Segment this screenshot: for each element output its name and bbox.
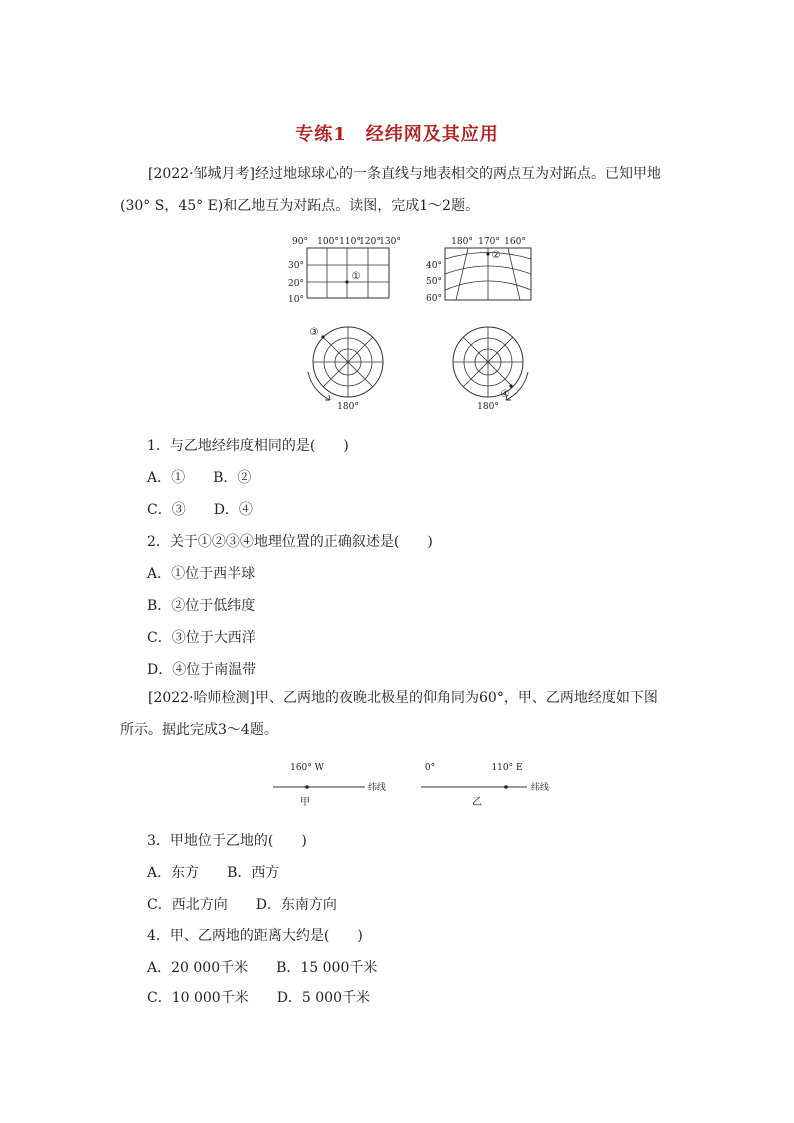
latitude-line-right <box>421 763 549 808</box>
grid-left-side-label: 20° <box>288 279 304 289</box>
intro-2-line-1: [2022·哈师检测]甲、乙两地的夜晚北极星的仰角同为60°，甲、乙两地经度如下图 <box>148 690 658 706</box>
question-1-stem: 1．与乙地经纬度相同的是( ) <box>147 438 349 454</box>
grid-left-top-label: 100° <box>317 237 339 247</box>
figure-1-maps <box>270 232 550 417</box>
lon-label-160w: 160° W <box>290 763 324 773</box>
intro-2-line-2: 所示。据此完成3～4题。 <box>120 722 278 738</box>
grid-left-top-label: 130° <box>379 237 401 247</box>
intro-paragraph-2 <box>120 682 680 746</box>
grid-left-top-label: 90° <box>292 237 308 247</box>
figure-2-latitude-lines <box>265 755 565 815</box>
question-1-options-ab: A．① B．② <box>147 470 252 486</box>
grid-right-top-label: 180° <box>451 237 473 247</box>
polar-left <box>308 327 383 412</box>
marker-3: ③ <box>309 327 319 338</box>
place-jia: 甲 <box>300 797 310 808</box>
line-label-right: 纬线 <box>531 783 550 793</box>
polar-left-bottom-label: 180° <box>337 402 359 412</box>
grid-left-top-label: 120° <box>359 237 381 247</box>
grid-right-side-label: 40° <box>426 261 442 271</box>
grid-left-top-label: 110° <box>339 237 361 247</box>
intro-1-line-1: [2022·邹城月考]经过地球球心的一条直线与地表相交的两点互为对跖点。已知甲地 <box>148 166 662 182</box>
grid-right-side-label: 60° <box>426 294 442 304</box>
question-4-options-cd: C．10 000千米 D．5 000千米 <box>147 990 371 1006</box>
marker-1: ① <box>351 271 361 282</box>
question-3-stem: 3．甲地位于乙地的( ) <box>147 833 307 849</box>
question-4-stem: 4．甲、乙两地的距离大约是( ) <box>147 928 363 944</box>
grid-right-side-label: 50° <box>426 277 442 287</box>
lon-label-110e: 110° E <box>491 763 523 773</box>
intro-paragraph-1 <box>120 158 680 222</box>
intro-1-line-2: (30° S，45° E)和乙地互为对跖点。读图，完成1～2题。 <box>120 198 480 214</box>
grid-right-top-label: 160° <box>504 237 526 247</box>
line-label-left: 纬线 <box>368 783 387 793</box>
grid-left <box>288 237 401 305</box>
polar-right <box>453 327 528 412</box>
question-2-stem: 2．关于①②③④地理位置的正确叙述是( ) <box>147 534 433 550</box>
question-2-option-c: C．③位于大西洋 <box>147 630 256 646</box>
grid-left-side-label: 30° <box>288 261 304 271</box>
question-3-options-ab: A．东方 B．西方 <box>147 865 280 881</box>
question-3-options-cd: C．西北方向 D．东南方向 <box>147 897 337 913</box>
question-2-option-b: B．②位于低纬度 <box>147 598 256 614</box>
polar-right-bottom-label: 180° <box>477 402 499 412</box>
grid-right-top-label: 170° <box>478 237 500 247</box>
lon-label-0: 0° <box>424 763 436 773</box>
question-2-option-a: A．①位于西半球 <box>147 566 256 582</box>
grid-left-side-label: 10° <box>288 295 304 305</box>
page-title: 专练1 经纬网及其应用 <box>295 124 499 145</box>
question-4-options-ab: A．20 000千米 B．15 000千米 <box>147 960 378 976</box>
question-1-options-cd: C．③ D．④ <box>147 502 253 518</box>
latitude-line-left <box>273 763 386 808</box>
place-yi: 乙 <box>472 797 482 808</box>
marker-2: ② <box>491 250 501 261</box>
marker-4: ④ <box>500 389 510 400</box>
question-2-option-d: D．④位于南温带 <box>147 662 257 678</box>
grid-right <box>426 237 531 304</box>
